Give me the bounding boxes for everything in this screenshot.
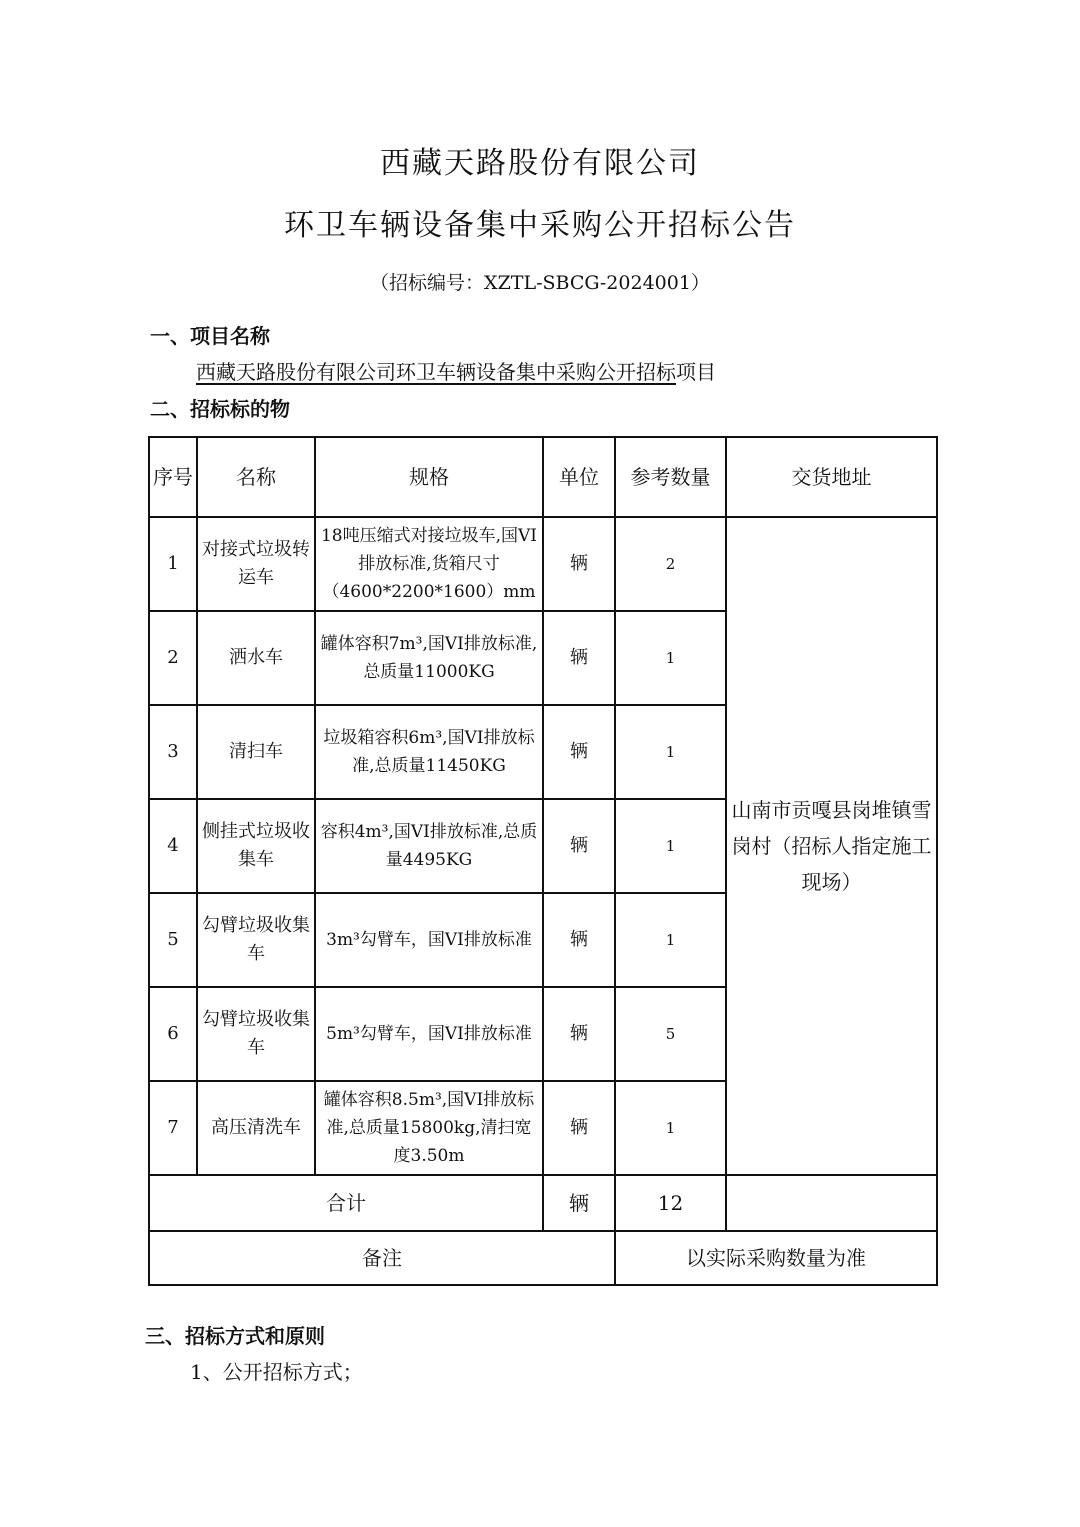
cell-qty: 2 — [615, 517, 726, 611]
col-header-name: 名称 — [197, 437, 315, 517]
cell-spec: 5m³勾臂车，国VI排放标准 — [315, 987, 543, 1081]
section-2-heading: 二、招标标的物 — [150, 397, 290, 421]
company-title: 西藏天路股份有限公司 — [380, 146, 700, 181]
total-row — [149, 1175, 937, 1231]
cell-no: 2 — [149, 611, 197, 705]
project-name-suffix: 项目 — [676, 360, 716, 384]
cell-spec: 垃圾箱容积6m³,国VI排放标准,总质量11450KG — [315, 705, 543, 799]
cell-name: 对接式垃圾转运车 — [197, 517, 315, 611]
cell-spec: 18吨压缩式对接垃圾车,国VI排放标准,货箱尺寸（4600*2200*1600）mm — [315, 517, 543, 611]
remark-row — [149, 1231, 937, 1285]
cell-no: 7 — [149, 1081, 197, 1175]
cell-delivery-address: 山南市贡嘎县岗堆镇雪岗村（招标人指定施工现场） — [726, 517, 937, 1175]
cell-spec: 容积4m³,国VI排放标准,总质量4495KG — [315, 799, 543, 893]
col-header-spec: 规格 — [315, 437, 543, 517]
cell-qty: 5 — [615, 987, 726, 1081]
section-3-item-1: 1、公开招标方式； — [190, 1360, 363, 1384]
remark-label: 备注 — [149, 1231, 615, 1285]
col-header-unit: 单位 — [543, 437, 615, 517]
table-header-row — [149, 437, 937, 517]
col-header-qty: 参考数量 — [615, 437, 726, 517]
cell-qty: 1 — [615, 705, 726, 799]
col-header-no: 序号 — [149, 437, 197, 517]
cell-no: 1 — [149, 517, 197, 611]
procurement-table — [148, 436, 938, 1286]
project-name-underlined: 西藏天路股份有限公司环卫车辆设备集中采购公开招标 — [196, 360, 676, 384]
cell-name: 清扫车 — [197, 705, 315, 799]
cell-no: 6 — [149, 987, 197, 1081]
cell-spec: 3m³勾臂车，国VI排放标准 — [315, 893, 543, 987]
cell-name: 侧挂式垃圾收集车 — [197, 799, 315, 893]
cell-unit: 辆 — [543, 517, 615, 611]
cell-qty: 1 — [615, 1081, 726, 1175]
col-header-address: 交货地址 — [726, 437, 937, 517]
cell-no: 5 — [149, 893, 197, 987]
total-unit: 辆 — [543, 1175, 615, 1231]
cell-unit: 辆 — [543, 799, 615, 893]
cell-unit: 辆 — [543, 893, 615, 987]
section-3-heading: 三、招标方式和原则 — [145, 1324, 325, 1348]
cell-qty: 1 — [615, 893, 726, 987]
cell-unit: 辆 — [543, 1081, 615, 1175]
table-row — [149, 517, 937, 611]
remark-value: 以实际采购数量为准 — [615, 1231, 937, 1285]
project-name — [196, 356, 716, 385]
cell-name: 洒水车 — [197, 611, 315, 705]
cell-unit: 辆 — [543, 987, 615, 1081]
cell-no: 4 — [149, 799, 197, 893]
cell-unit: 辆 — [543, 611, 615, 705]
total-qty: 12 — [615, 1175, 726, 1231]
cell-spec: 罐体容积7m³,国VI排放标准,总质量11000KG — [315, 611, 543, 705]
cell-unit: 辆 — [543, 705, 615, 799]
cell-name: 勾臂垃圾收集车 — [197, 893, 315, 987]
bid-code: （招标编号：XZTL-SBCG-2024001） — [370, 272, 710, 294]
section-1-heading: 一、项目名称 — [150, 324, 270, 348]
cell-spec: 罐体容积8.5m³,国VI排放标准,总质量15800kg,清扫宽度3.50m — [315, 1081, 543, 1175]
total-label: 合计 — [149, 1175, 543, 1231]
cell-name: 勾臂垃圾收集车 — [197, 987, 315, 1081]
cell-name: 高压清洗车 — [197, 1081, 315, 1175]
cell-qty: 1 — [615, 611, 726, 705]
cell-qty: 1 — [615, 799, 726, 893]
total-empty-cell — [726, 1175, 937, 1231]
cell-no: 3 — [149, 705, 197, 799]
announcement-title: 环卫车辆设备集中采购公开招标公告 — [284, 208, 796, 243]
